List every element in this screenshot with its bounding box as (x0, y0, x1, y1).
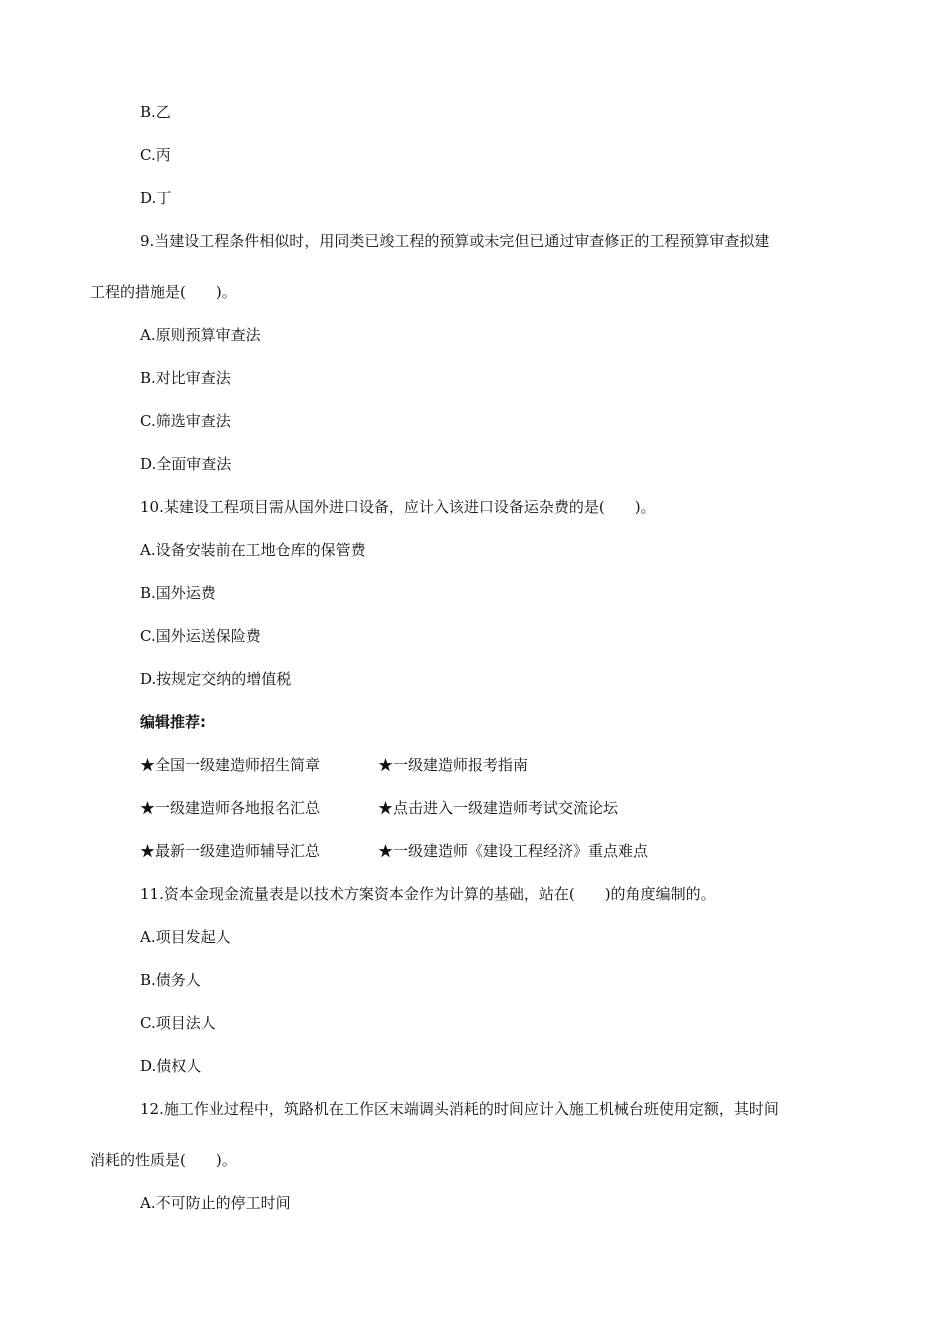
q11-option-a: A.项目发起人 (140, 928, 231, 946)
recommend-link[interactable]: ★点击进入一级建造师考试交流论坛 (378, 799, 619, 817)
recommend-link[interactable]: ★全国一级建造师招生简章 (140, 756, 321, 774)
q10-option-d: D.按规定交纳的增值税 (140, 670, 292, 688)
q11-option-c: C.项目法人 (140, 1014, 216, 1032)
recommend-heading: 编辑推荐: (140, 713, 206, 731)
q11-option-b: B.债务人 (140, 971, 201, 989)
q9-option-d: D.全面审查法 (140, 455, 232, 473)
q8-option-b: B.乙 (140, 103, 171, 121)
q9-option-a: A.原则预算审查法 (140, 326, 261, 344)
q11-stem: 11.资本金现金流量表是以技术方案资本金作为计算的基础，站在( )的角度编制的。 (140, 885, 716, 903)
q8-option-c: C.丙 (140, 146, 171, 164)
q10-stem: 10.某建设工程项目需从国外进口设备，应计入该进口设备运杂费的是( )。 (140, 498, 656, 516)
q10-option-c: C.国外运送保险费 (140, 627, 261, 645)
q9-option-b: B.对比审查法 (140, 369, 231, 387)
recommend-link[interactable]: ★一级建造师《建设工程经济》重点难点 (378, 842, 649, 860)
q11-option-d: D.债权人 (140, 1057, 202, 1075)
recommend-link[interactable]: ★最新一级建造师辅导汇总 (140, 842, 321, 860)
q9-stem-line2: 工程的措施是( )。 (90, 283, 237, 301)
q10-option-b: B.国外运费 (140, 584, 216, 602)
q12-stem-line2: 消耗的性质是( )。 (90, 1151, 237, 1169)
q12-option-a: A.不可防止的停工时间 (140, 1194, 291, 1212)
q12-stem-line1: 12.施工作业过程中，筑路机在工作区末端调头消耗的时间应计入施工机械台班使用定额，其时间 (140, 1100, 779, 1118)
q10-option-a: A.设备安装前在工地仓库的保管费 (140, 541, 366, 559)
q8-option-d: D.丁 (140, 189, 172, 207)
recommend-link[interactable]: ★一级建造师报考指南 (378, 756, 529, 774)
q9-stem-line1: 9.当建设工程条件相似时，用同类已竣工程的预算或未完但已通过审查修正的工程预算审查拟建 (140, 232, 770, 250)
q9-option-c: C.筛选审查法 (140, 412, 231, 430)
recommend-link[interactable]: ★一级建造师各地报名汇总 (140, 799, 321, 817)
